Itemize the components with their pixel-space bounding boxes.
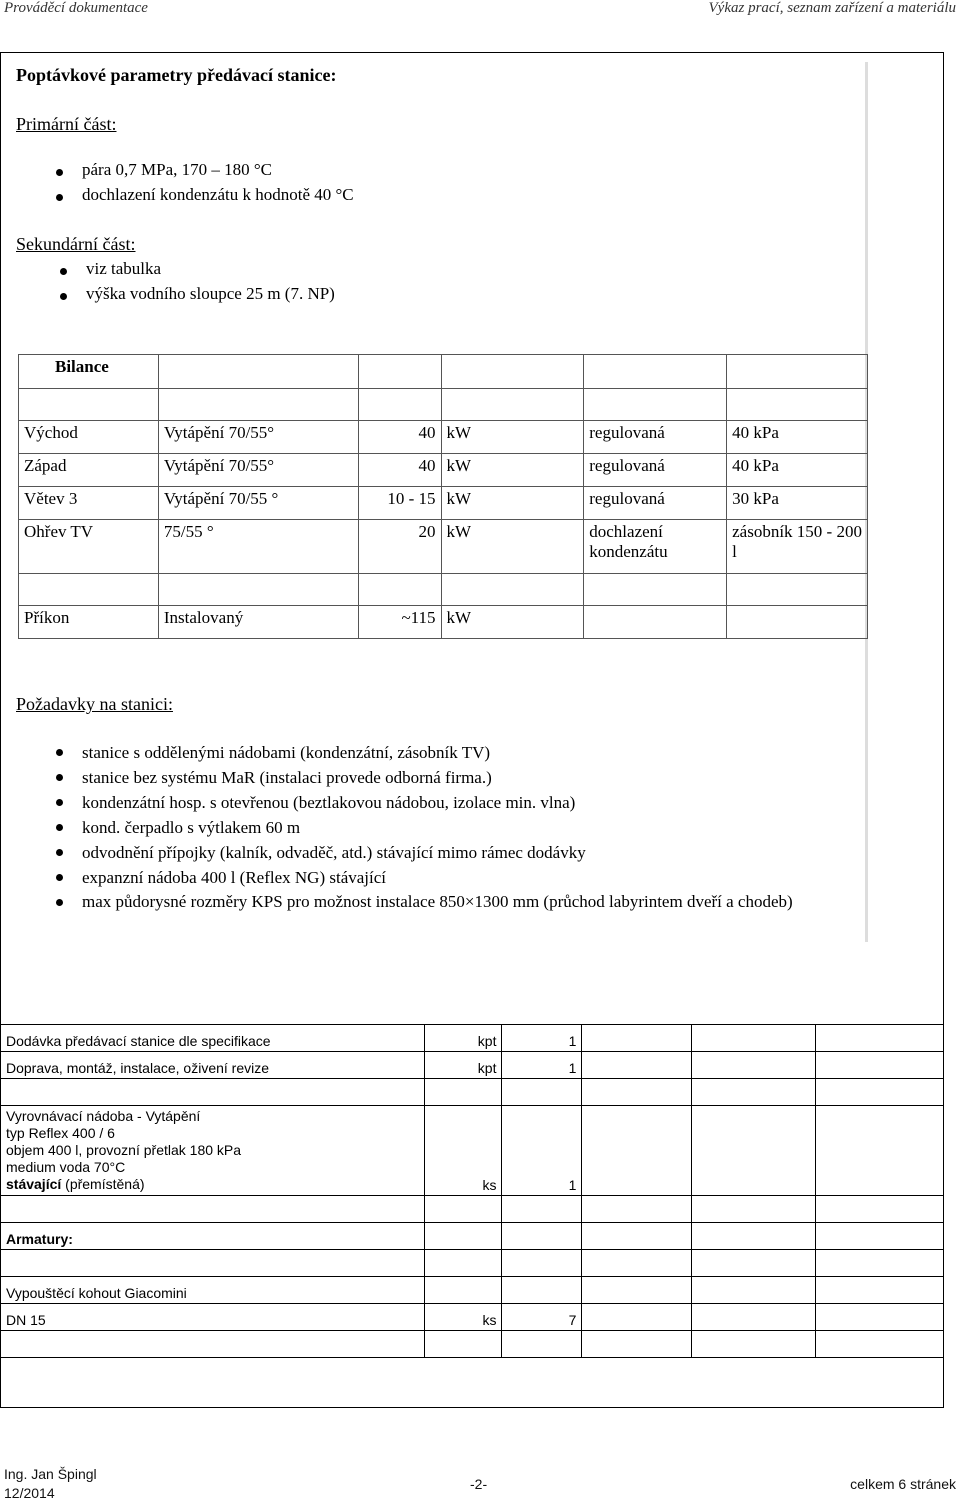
table-row: Větev 3 Vytápění 70/55 ° 10 - 15 kW regulovaná 30 kPa	[19, 487, 868, 520]
secondary-list	[86, 259, 335, 304]
balance-title: Bilance	[19, 355, 159, 389]
list-item: kondenzátní hosp. s otevřenou (beztlakovou nádobou, izolace min. vlna)	[82, 790, 852, 815]
footer-author: Ing. Jan Špingl	[4, 1466, 97, 1482]
list-item: max půdorysné rozměry KPS pro možnost instalace 850×1300 mm (průchod labyrintem dveří a chodeb)	[82, 890, 852, 913]
list-item: stanice s oddělenými nádobami (kondenzátní, zásobník TV)	[82, 740, 852, 765]
table-row: Ohřev TV 75/55 ° 20 kW dochlazení kondenzátu zásobník 150 - 200 l	[19, 520, 868, 574]
list-item: odvodnění přípojky (kalník, odvaděč, atd.) stávající mimo rámec dodávky	[82, 840, 852, 865]
requirements-list	[82, 740, 852, 913]
list-item: viz tabulka	[86, 259, 335, 279]
secondary-heading: Sekundární část:	[16, 234, 136, 254]
page-total: celkem 6 stránek	[850, 1476, 956, 1492]
items-table	[0, 1024, 944, 1358]
header-right: Výkaz prací, seznam zařízení a materiálu	[708, 0, 956, 16]
requirements-heading: Požadavky na stanici:	[16, 694, 173, 714]
table-row: DN 15 ks 7	[1, 1304, 944, 1331]
primary-heading: Primární část:	[16, 114, 117, 134]
header-left: Prováděcí dokumentace	[4, 0, 148, 16]
table-row: Východ Vytápění 70/55° 40 kW regulovaná 40 kPa	[19, 421, 868, 454]
list-item: výška vodního sloupce 25 m (7. NP)	[86, 284, 335, 303]
list-item: pára 0,7 MPa, 170 – 180 °C	[82, 160, 354, 180]
footer-date: 12/2014	[4, 1485, 55, 1501]
list-item: dochlazení kondenzátu k hodnotě 40 °C	[82, 185, 354, 204]
primary-list	[82, 160, 354, 205]
table-row: Vypouštěcí kohout Giacomini	[1, 1277, 944, 1304]
table-row: Doprava, montáž, instalace, oživení revize kpt 1	[1, 1052, 944, 1079]
table-row: Západ Vytápění 70/55° 40 kW regulovaná 40 kPa	[19, 454, 868, 487]
table-row: Dodávka předávací stanice dle specifikace kpt 1	[1, 1025, 944, 1052]
scan-title: Poptávkové parametry předávací stanice:	[16, 65, 337, 85]
list-item: stanice bez systému MaR (instalaci provede odborná firma.)	[82, 765, 852, 790]
balance-table	[18, 354, 868, 639]
page-number: -2-	[470, 1476, 488, 1492]
list-item: kond. čerpadlo s výtlakem 60 m	[82, 815, 852, 840]
list-item: expanzní nádoba 400 l (Reflex NG) stávající	[82, 865, 852, 890]
table-row: Vyrovnávací nádoba - Vytápění typ Reflex 400 / 6 objem 400 l, provozní přetlak 180 kPa medium voda 70°C stávající (přemístěná) ks 1	[1, 1106, 944, 1196]
table-row: Příkon Instalovaný ~115 kW	[19, 606, 868, 639]
table-row: Armatury:	[1, 1223, 944, 1250]
